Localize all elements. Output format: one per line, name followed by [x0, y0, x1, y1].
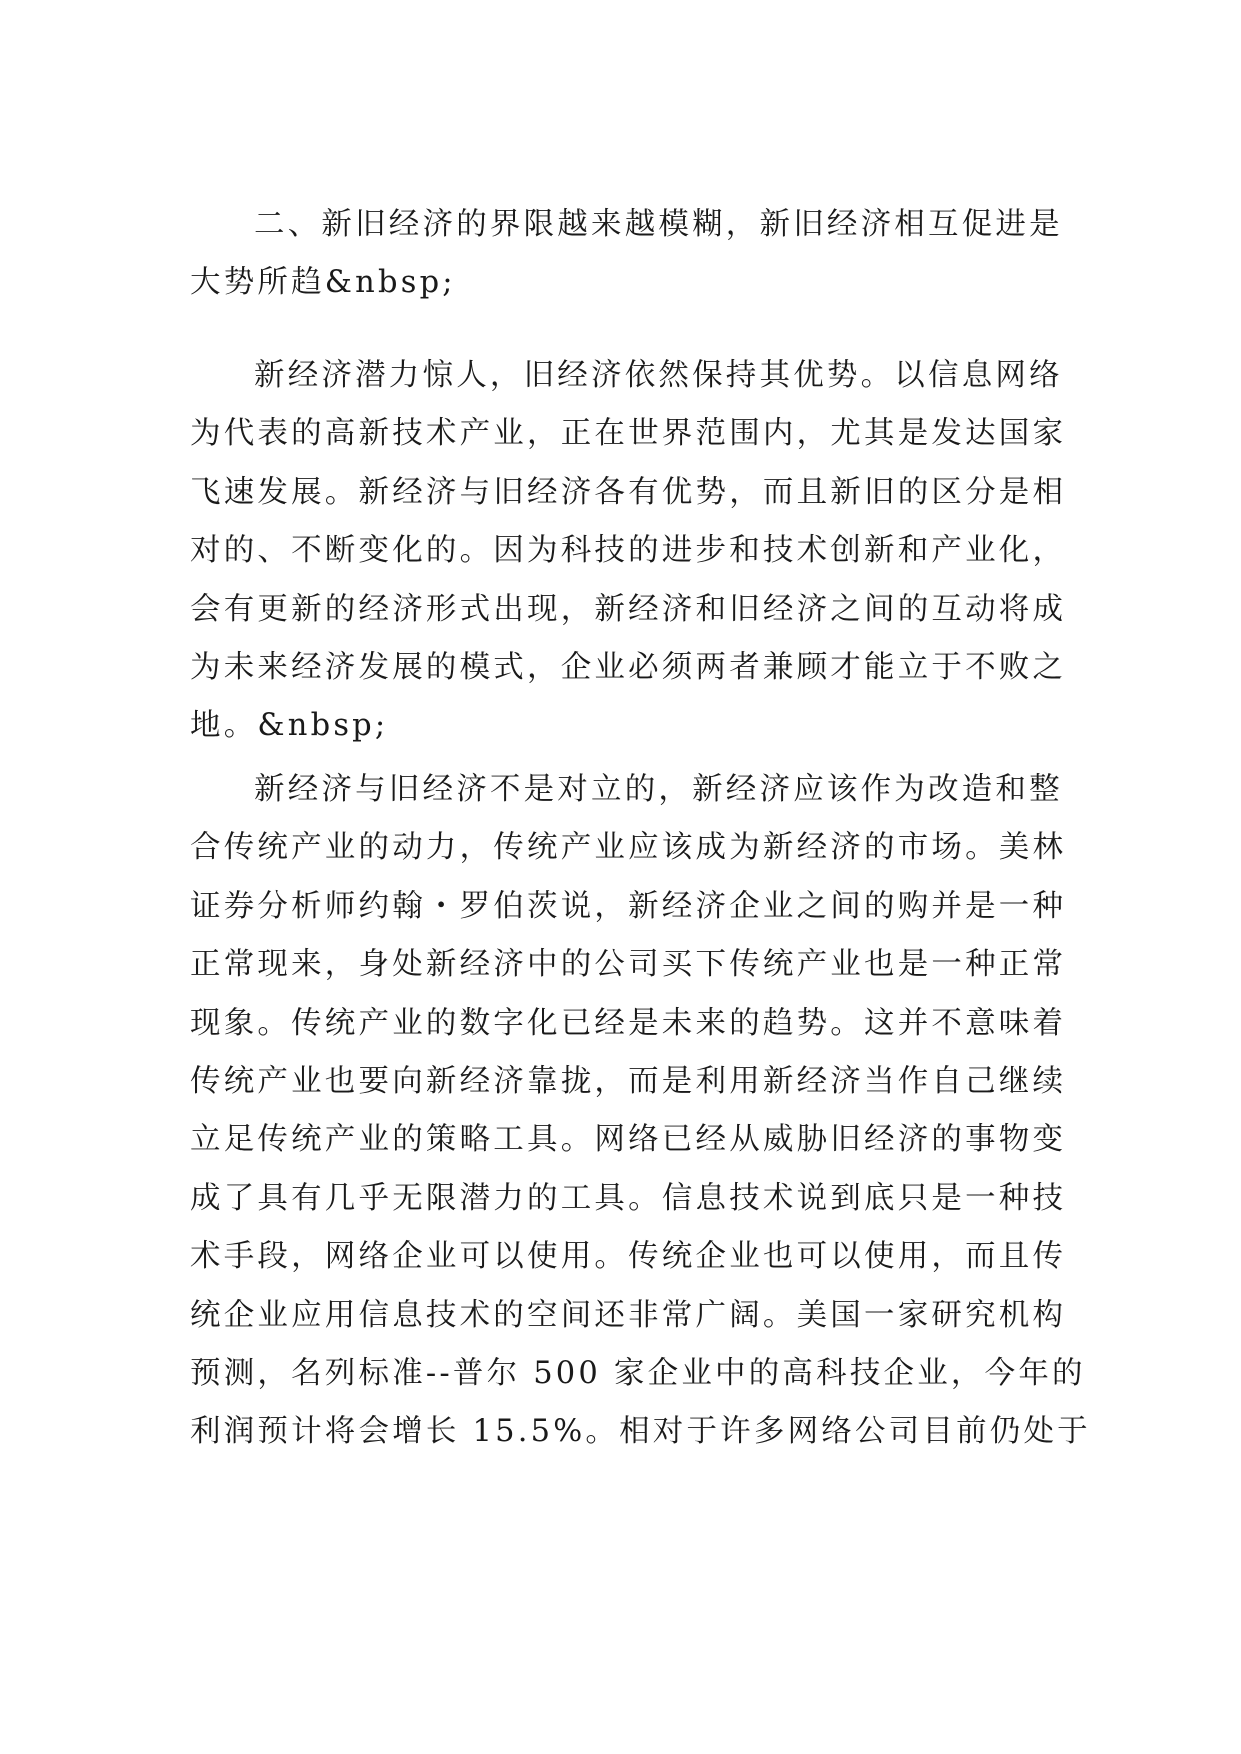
paragraph-line: 证券分析师约翰・罗伯茨说，新经济企业之间的购并是一种 — [190, 888, 1067, 924]
paragraph-line: 飞速发展。新经济与旧经济各有优势，而且新旧的区分是相 — [190, 474, 1067, 510]
paragraph-line: 为代表的高新技术产业，正在世界范围内，尤其是发达国家 — [190, 416, 1067, 452]
paragraph-line: 术手段，网络企业可以使用。传统企业也可以使用，而且传 — [190, 1239, 1067, 1275]
paragraph-line: 统企业应用信息技术的空间还非常广阔。美国一家研究机构 — [190, 1297, 1067, 1333]
paragraph-line: 新经济与旧经济不是对立的，新经济应该作为改造和整 — [254, 772, 1063, 807]
paragraph-line: 为未来经济发展的模式，企业必须两者兼顾才能立于不败之 — [190, 649, 1067, 685]
paragraph-line: 现象。传统产业的数字化已经是未来的趋势。这并不意味着 — [190, 1005, 1067, 1041]
heading-line: 大势所趋&nbsp; — [190, 265, 456, 301]
section-heading — [190, 196, 1063, 313]
paragraph-line: 传统产业也要向新经济靠拢，而是利用新经济当作自己继续 — [190, 1063, 1067, 1099]
paragraph-line: 合传统产业的动力，传统产业应该成为新经济的市场。美林 — [190, 830, 1067, 866]
paragraph-line: 地。&nbsp; — [190, 708, 389, 744]
paragraph-line: 成了具有几乎无限潜力的工具。信息技术说到底只是一种技 — [190, 1180, 1067, 1216]
paragraph-line: 立足传统产业的策略工具。网络已经从威胁旧经济的事物变 — [190, 1122, 1067, 1158]
paragraph-1 — [190, 347, 1067, 756]
heading-line: 二、新旧经济的界限越来越模糊，新旧经济相互促进是 — [254, 207, 1063, 242]
paragraph-line: 新经济潜力惊人，旧经济依然保持其优势。以信息网络 — [254, 358, 1063, 393]
paragraph-line: 会有更新的经济形式出现，新经济和旧经济之间的互动将成 — [190, 591, 1067, 627]
paragraph-line: 正常现来，身处新经济中的公司买下传统产业也是一种正常 — [190, 947, 1067, 983]
paragraph-line: 对的、不断变化的。因为科技的进步和技术创新和产业化， — [190, 533, 1067, 569]
paragraph-2 — [190, 761, 1091, 1462]
paragraph-line: 预测，名列标准--普尔 500 家企业中的高科技企业，今年的 — [190, 1355, 1086, 1391]
paragraph-line: 利润预计将会增长 15.5%。相对于许多网络公司目前仍处于 — [190, 1414, 1091, 1450]
